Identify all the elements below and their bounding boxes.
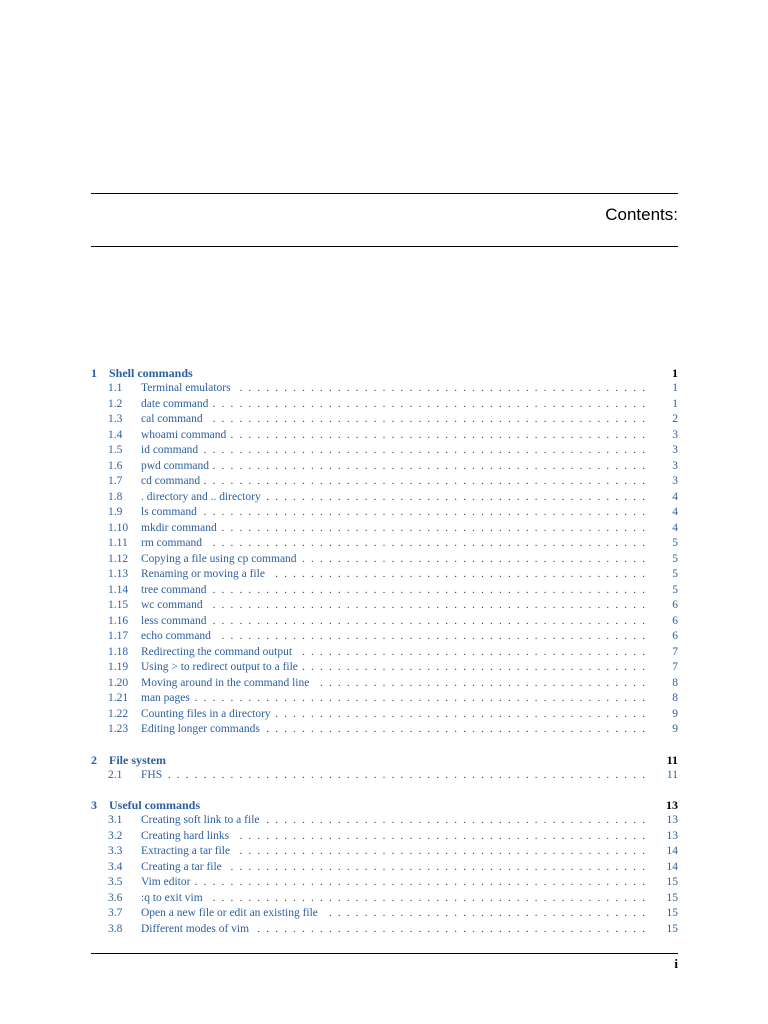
toc-section-link[interactable]	[91, 521, 678, 537]
section-number: 1.2	[108, 397, 123, 410]
section-title: whoami command	[141, 429, 230, 441]
toc-section-link[interactable]	[91, 844, 678, 860]
section-title: Vim editor	[141, 876, 194, 888]
section-title: Creating a tar file	[141, 861, 226, 873]
section-page: 11	[666, 768, 678, 781]
section-page: 5	[672, 537, 678, 549]
section-number: 1.13	[108, 568, 129, 580]
toc-section-link[interactable]	[91, 645, 678, 661]
section-number: 1.11	[108, 537, 128, 549]
toc-chapter	[91, 751, 678, 784]
section-page: 6	[672, 599, 678, 611]
section-page: 4	[672, 490, 678, 503]
chapter-title: Useful commands	[109, 798, 201, 812]
section-number: 2.1	[108, 768, 123, 781]
section-page: 2	[672, 413, 678, 425]
section-title: cal command	[141, 413, 207, 425]
section-title: Extracting a tar file	[141, 845, 234, 857]
section-number: 1.6	[108, 459, 123, 472]
toc-section-link[interactable]	[91, 583, 678, 599]
section-page: 5	[672, 552, 678, 565]
section-page: 4	[672, 506, 678, 518]
section-number: 1.14	[108, 583, 129, 596]
page-title: Contents:	[605, 205, 678, 224]
section-number: 3.3	[108, 845, 123, 857]
toc-section-link[interactable]	[91, 397, 678, 413]
section-page: 13	[666, 829, 678, 842]
section-page: 15	[666, 922, 678, 935]
chapter-number: 2	[91, 752, 97, 767]
toc-section-link[interactable]	[91, 567, 678, 583]
chapter-title: Shell commands	[109, 366, 193, 380]
section-number: 1.4	[108, 428, 123, 441]
dot-leader	[141, 444, 652, 456]
table-of-contents	[91, 364, 678, 950]
section-title: :q to exit vim	[141, 892, 207, 904]
toc-section-link[interactable]	[91, 381, 678, 397]
toc-section-link[interactable]	[91, 676, 678, 692]
toc-section-link[interactable]	[91, 428, 678, 444]
section-page: 3	[672, 444, 678, 456]
dot-leader	[141, 398, 652, 410]
toc-section-link[interactable]	[91, 443, 678, 459]
dot-leader	[141, 506, 652, 518]
toc-section-link[interactable]	[91, 536, 678, 552]
section-title: ls command	[141, 506, 201, 518]
dot-leader	[141, 537, 652, 549]
dot-leader	[141, 413, 652, 425]
section-page: 4	[672, 521, 678, 534]
section-number: 1.5	[108, 444, 123, 456]
section-title: Creating hard links	[141, 830, 233, 842]
section-title: rm command	[141, 537, 206, 549]
dot-leader	[141, 769, 652, 781]
toc-section-link[interactable]	[91, 875, 678, 891]
chapter-number: 1	[91, 366, 97, 380]
section-page: 5	[672, 568, 678, 580]
section-page: 15	[666, 907, 678, 919]
dot-leader	[141, 630, 652, 642]
dot-leader	[141, 460, 652, 472]
toc-section-link[interactable]	[91, 459, 678, 475]
section-number: 1.21	[108, 692, 129, 704]
section-number: 1.17	[108, 630, 129, 642]
section-title: Counting files in a directory	[141, 708, 275, 720]
toc-chapter	[91, 796, 678, 937]
section-page: 7	[672, 661, 678, 673]
section-title: Different modes of vim	[141, 923, 253, 935]
chapter-page: 13	[666, 798, 678, 812]
toc-section-link[interactable]	[91, 614, 678, 630]
toc-section-link[interactable]	[91, 891, 678, 907]
page-number: i	[674, 956, 678, 971]
toc-section-link[interactable]	[91, 722, 678, 738]
toc-section-link[interactable]	[91, 629, 678, 645]
chapter-title: File system	[109, 752, 166, 767]
toc-section-link[interactable]	[91, 552, 678, 568]
toc-section-link[interactable]	[91, 829, 678, 845]
section-title: Editing longer commands	[141, 723, 264, 735]
section-page: 3	[672, 459, 678, 472]
toc-chapter-link[interactable]	[91, 796, 678, 813]
toc-section-link[interactable]	[91, 922, 678, 938]
chapter-page: 1	[672, 366, 678, 380]
section-title: Terminal emulators	[141, 382, 235, 394]
chapter-number: 3	[91, 798, 97, 812]
section-page: 15	[666, 891, 678, 904]
section-title: pwd command	[141, 460, 213, 472]
section-page: 7	[672, 645, 678, 658]
toc-chapter	[91, 364, 678, 738]
section-number: 3.8	[108, 922, 123, 935]
section-page: 14	[666, 845, 678, 857]
section-page: 3	[672, 428, 678, 441]
section-page: 14	[666, 860, 678, 873]
section-title: id command	[141, 444, 202, 456]
heading-rule	[91, 246, 678, 247]
toc-section-link[interactable]	[91, 505, 678, 521]
section-page: 8	[672, 676, 678, 689]
dot-leader	[141, 876, 652, 888]
dot-leader	[141, 584, 652, 596]
section-title: Copying a file using cp command	[141, 553, 301, 565]
section-page: 9	[672, 723, 678, 735]
section-number: 1.3	[108, 413, 123, 425]
section-number: 1.20	[108, 676, 129, 689]
section-number: 1.12	[108, 552, 129, 565]
toc-section-link[interactable]	[91, 906, 678, 922]
toc-section-link[interactable]	[91, 768, 678, 784]
section-number: 3.4	[108, 860, 123, 873]
section-title: wc command	[141, 599, 207, 611]
section-number: 3.1	[108, 814, 123, 826]
section-page: 1	[672, 397, 678, 410]
toc-section-link[interactable]	[91, 490, 678, 506]
toc-section-link[interactable]	[91, 707, 678, 723]
section-title: Using > to redirect output to a file	[141, 661, 302, 673]
section-title: Redirecting the command output	[141, 646, 296, 658]
section-title: Renaming or moving a file	[141, 568, 269, 580]
section-page: 13	[666, 814, 678, 826]
toc-section-link[interactable]	[91, 474, 678, 490]
section-number: 1.16	[108, 614, 129, 627]
section-title: cd command	[141, 475, 204, 487]
toc-section-link[interactable]	[91, 598, 678, 614]
section-title: mkdir command	[141, 522, 221, 534]
toc-section-link[interactable]	[91, 813, 678, 829]
section-page: 6	[672, 630, 678, 642]
section-number: 1.9	[108, 506, 123, 518]
section-title: date command	[141, 398, 212, 410]
toc-chapter-link[interactable]	[91, 364, 678, 381]
section-title: less command	[141, 615, 210, 627]
section-number: 3.5	[108, 876, 123, 888]
section-title: FHS	[141, 769, 166, 781]
section-page: 3	[672, 475, 678, 487]
section-number: 1.7	[108, 475, 123, 487]
section-number: 1.15	[108, 599, 129, 611]
footer-rule	[91, 953, 678, 954]
section-title: echo command	[141, 630, 215, 642]
section-number: 1.18	[108, 645, 129, 658]
toc-section-link[interactable]	[91, 660, 678, 676]
section-page: 6	[672, 614, 678, 627]
chapter-page: 11	[666, 752, 678, 767]
toc-section-link[interactable]	[91, 412, 678, 428]
section-number: 1.22	[108, 707, 129, 720]
dot-leader	[141, 615, 652, 627]
section-page: 15	[666, 876, 678, 888]
section-number: 1.10	[108, 521, 129, 534]
toc-section-link[interactable]	[91, 691, 678, 707]
top-rule	[91, 193, 678, 194]
section-page: 8	[672, 692, 678, 704]
section-number: 3.7	[108, 907, 123, 919]
section-title: Creating soft link to a file	[141, 814, 264, 826]
dot-leader	[141, 599, 652, 611]
section-number: 3.2	[108, 829, 123, 842]
section-title: man pages	[141, 692, 194, 704]
section-number: 3.6	[108, 891, 123, 904]
section-number: 1.8	[108, 490, 123, 503]
section-number: 1.1	[108, 382, 123, 394]
toc-chapter-link[interactable]	[91, 751, 678, 768]
section-title: tree command	[141, 584, 210, 596]
section-page: 5	[672, 583, 678, 596]
section-page: 9	[672, 707, 678, 720]
toc-section-link[interactable]	[91, 860, 678, 876]
dot-leader	[141, 892, 652, 904]
section-title: Open a new file or edit an existing file	[141, 907, 322, 919]
section-number: 1.23	[108, 723, 129, 735]
section-page: 1	[672, 382, 678, 394]
dot-leader	[141, 692, 652, 704]
section-title: Moving around in the command line	[141, 677, 313, 689]
section-number: 1.19	[108, 661, 129, 673]
section-title: . directory and .. directory	[141, 491, 265, 503]
dot-leader	[141, 475, 652, 487]
